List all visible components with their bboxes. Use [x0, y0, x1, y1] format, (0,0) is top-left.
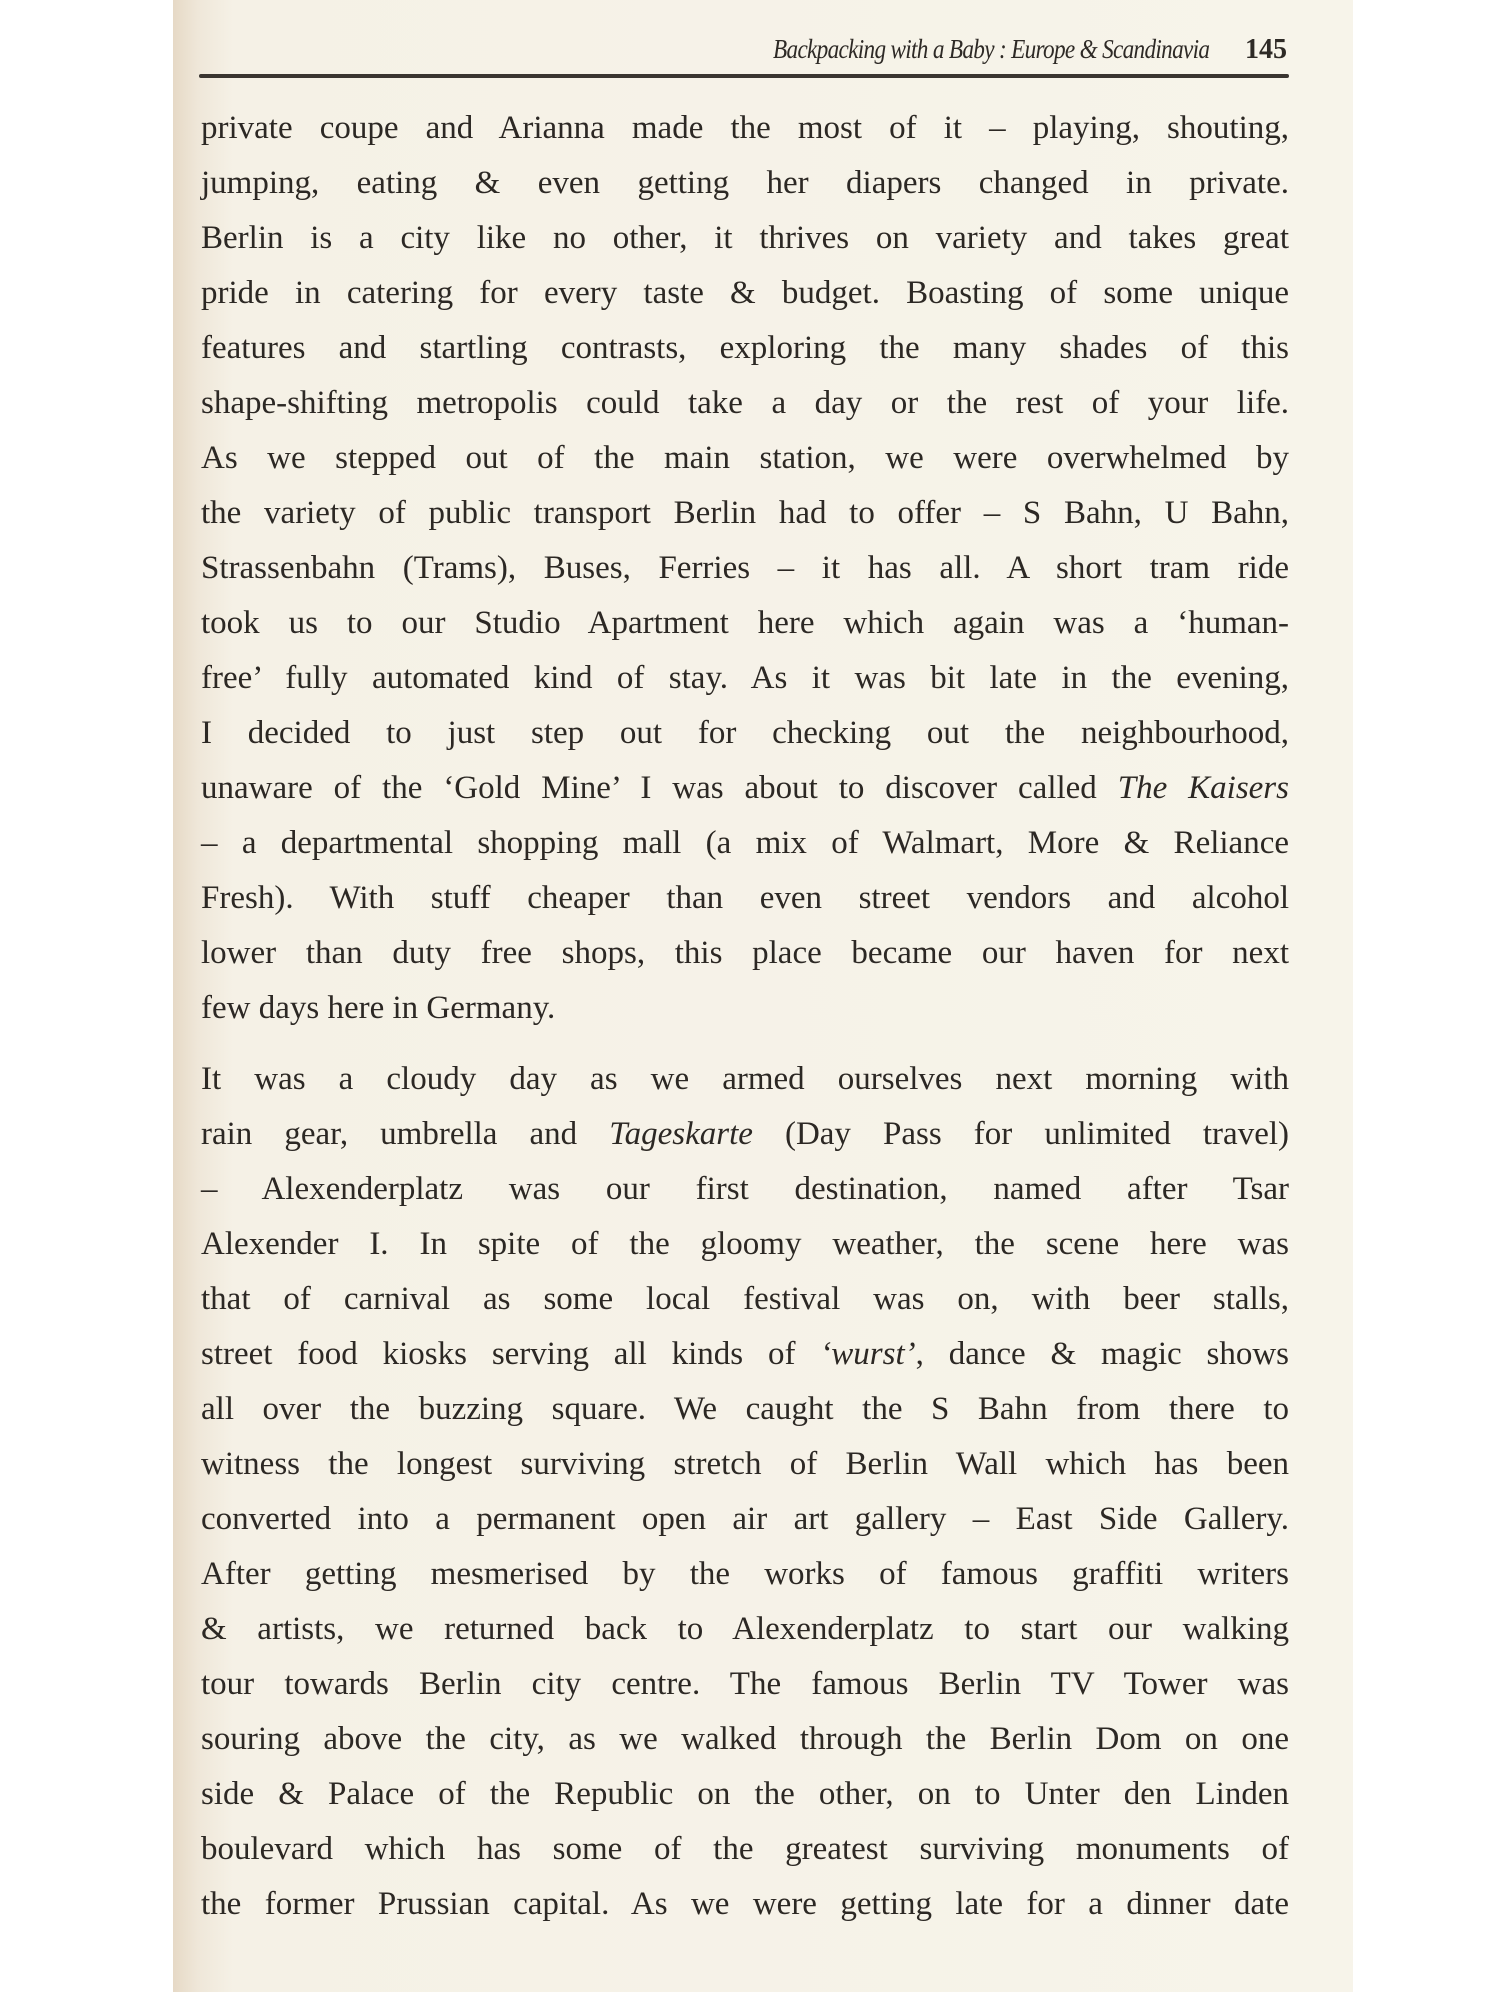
text-segment: shape-shifting metropolis could take a day or the rest of your life.	[201, 385, 1289, 421]
text-segment: took us to our Studio Apartment here which again was a ‘human-	[201, 605, 1289, 641]
text-segment: As we stepped out of the main station, we were overwhelmed by	[201, 440, 1289, 476]
text-line	[201, 1162, 1289, 1217]
text-line	[201, 1272, 1289, 1327]
text-line	[201, 156, 1289, 211]
text-line	[201, 1602, 1289, 1657]
text-segment: jumping, eating & even getting her diapers changed in private.	[201, 165, 1289, 201]
text-line	[201, 1437, 1289, 1492]
text-line	[201, 761, 1289, 816]
header-rule	[199, 74, 1289, 78]
text-line	[201, 1382, 1289, 1437]
text-segment: Strassenbahn (Trams), Buses, Ferries – it has all. A short tram ride	[201, 550, 1289, 586]
page-number: 145	[1245, 34, 1287, 65]
text-segment: that of carnival as some local festival was on, with beer stalls,	[201, 1281, 1289, 1317]
italic-text: The Kaisers	[1117, 770, 1289, 806]
text-line	[201, 541, 1289, 596]
text-line	[201, 706, 1289, 761]
running-header	[173, 34, 1287, 66]
text-line	[201, 1547, 1289, 1602]
text-line	[201, 101, 1289, 156]
text-segment: souring above the city, as we walked through the Berlin Dom on one	[201, 1721, 1289, 1757]
text-line	[201, 926, 1289, 981]
text-segment: features and startling contrasts, exploring the many shades of this	[201, 330, 1289, 366]
text-segment: lower than duty free shops, this place became our haven for next	[201, 935, 1289, 971]
text-line	[201, 266, 1289, 321]
book-page	[173, 0, 1353, 1992]
text-line	[201, 1712, 1289, 1767]
text-segment: It was a cloudy day as we armed ourselves next morning with	[201, 1061, 1289, 1097]
text-line	[201, 486, 1289, 541]
text-line	[201, 376, 1289, 431]
text-line	[201, 981, 1289, 1036]
text-line	[201, 1657, 1289, 1712]
text-line	[201, 1822, 1289, 1877]
text-segment: After getting mesmerised by the works of famous graffiti writers	[201, 1556, 1289, 1592]
text-line	[201, 1877, 1289, 1932]
text-segment: Berlin is a city like no other, it thrives on variety and takes great	[201, 220, 1289, 256]
text-segment: (Day Pass for unlimited travel)	[752, 1116, 1290, 1152]
text-line	[201, 651, 1289, 706]
text-line	[201, 871, 1289, 926]
text-segment: the former Prussian capital. As we were getting late for a dinner date	[201, 1886, 1289, 1922]
italic-text: Tageskarte	[609, 1116, 753, 1152]
text-segment: – Alexenderplatz was our first destination, named after Tsar	[201, 1171, 1289, 1207]
text-line	[201, 431, 1289, 486]
paragraph-2	[201, 1052, 1289, 1932]
text-segment: all over the buzzing square. We caught the S Bahn from there to	[201, 1391, 1289, 1427]
text-line	[201, 1107, 1289, 1162]
text-segment: unaware of the ‘Gold Mine’ I was about to discover called	[201, 770, 1118, 806]
text-segment: converted into a permanent open air art gallery – East Side Gallery.	[201, 1501, 1289, 1537]
text-line	[201, 596, 1289, 651]
running-title: Backpacking with a Baby : Europe & Scandinavia	[772, 34, 1209, 64]
text-line	[201, 1327, 1289, 1382]
text-line	[201, 211, 1289, 266]
text-segment: boulevard which has some of the greatest surviving monuments of	[201, 1831, 1289, 1867]
text-segment: side & Palace of the Republic on the other, on to Unter den Linden	[201, 1776, 1289, 1812]
italic-text: ‘wurst’	[820, 1336, 916, 1372]
text-line	[201, 1052, 1289, 1107]
text-line	[201, 816, 1289, 871]
text-segment: free’ fully automated kind of stay. As it was bit late in the evening,	[201, 660, 1289, 696]
text-segment: I decided to just step out for checking out the neighbourhood,	[201, 715, 1289, 751]
text-segment: few days here in Germany.	[201, 990, 556, 1026]
text-line	[201, 1217, 1289, 1272]
text-segment: – a departmental shopping mall (a mix of Walmart, More & Reliance	[201, 825, 1289, 861]
text-segment: rain gear, umbrella and	[201, 1116, 610, 1152]
text-segment: street food kiosks serving all kinds of	[201, 1336, 821, 1372]
text-line	[201, 1492, 1289, 1547]
text-segment: pride in catering for every taste & budget. Boasting of some unique	[201, 275, 1289, 311]
text-segment: witness the longest surviving stretch of Berlin Wall which has been	[201, 1446, 1289, 1482]
text-line	[201, 1767, 1289, 1822]
text-segment: & artists, we returned back to Alexenderplatz to start our walking	[201, 1611, 1289, 1647]
text-segment: , dance & magic shows	[915, 1336, 1289, 1372]
text-segment: Fresh). With stuff cheaper than even street vendors and alcohol	[201, 880, 1289, 916]
text-segment: the variety of public transport Berlin had to offer – S Bahn, U Bahn,	[201, 495, 1289, 531]
text-segment: tour towards Berlin city centre. The famous Berlin TV Tower was	[201, 1666, 1289, 1702]
text-segment: private coupe and Arianna made the most of it – playing, shouting,	[201, 110, 1289, 146]
text-segment: Alexender I. In spite of the gloomy weather, the scene here was	[201, 1226, 1289, 1262]
paragraph-1	[201, 101, 1289, 1036]
text-line	[201, 321, 1289, 376]
